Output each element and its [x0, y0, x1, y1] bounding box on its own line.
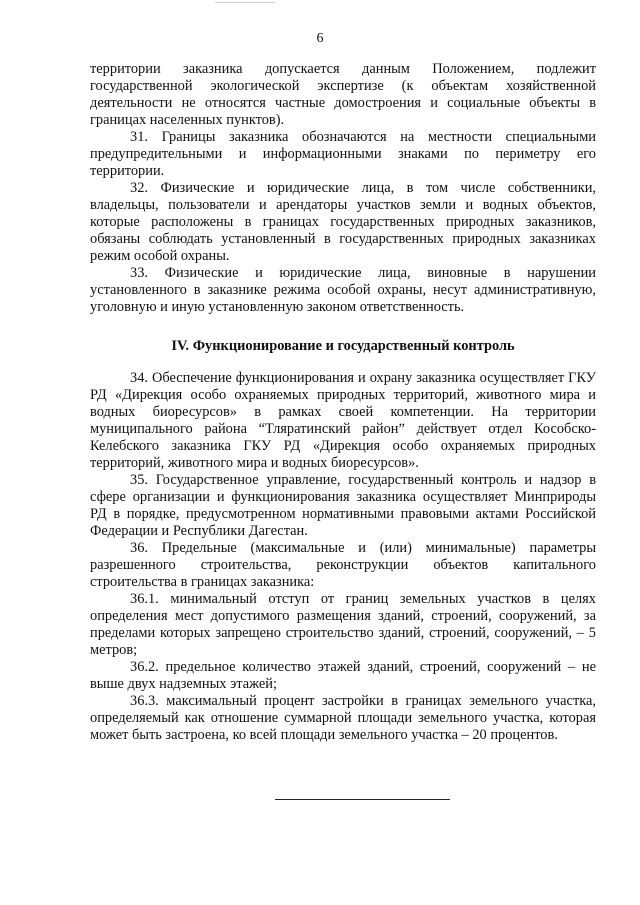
- paragraph: 36.2. предельное количество этажей зданий, строений, сооружений – не выше двух надземных этажей;: [90, 659, 596, 692]
- paragraph: территории заказника допускается данным Положением, подлежит государственной экологической экспертизе (к объектам хозяйственной деятельности не относятся частные домостроения и социальные объекты в границах населенных пунктов).: [90, 61, 596, 128]
- body-text-bottom: [90, 370, 596, 744]
- paragraph: 36. Предельные (максимальные и (или) минимальные) параметры разрешенного строительства, реконструкции объектов капитального строительства в границах заказника:: [90, 540, 596, 590]
- paragraph: 31. Границы заказника обозначаются на местности специальными предупредительными и информационными знаками по периметру его территории.: [90, 129, 596, 179]
- paragraph: 36.1. минимальный отступ от границ земельных участков в целях определения мест допустимого размещения зданий, строений, сооружений, за пределами которых запрещено строительство зданий, строений, сооружений, – 5 метров;: [90, 591, 596, 658]
- section-heading: IV. Функционирование и государственный контроль: [171, 338, 515, 354]
- paragraph: 34. Обеспечение функционирования и охрану заказника осуществляет ГКУ РД «Дирекция особо охраняемых природных территорий, животного мира и водных биоресурсов» в рамках своей компетенции. На территории муниципального района “Тляратинский район” действует отдел Кособско-Келебского заказника ГКУ РД «Дирекция особо охраняемых природных территорий, животного мира и водных биоресурсов».: [90, 370, 596, 471]
- end-divider-line: [275, 799, 450, 800]
- body-text-top: [90, 61, 596, 316]
- scan-artifact-line: [215, 2, 275, 3]
- paragraph: 35. Государственное управление, государственный контроль и надзор в сфере организации и функционирования заказника осуществляет Минприроды РД в порядке, предусмотренном нормативными правовыми актами Российской Федерации и Республики Дагестан.: [90, 472, 596, 539]
- paragraph: 32. Физические и юридические лица, в том числе собственники, владельцы, пользователи и арендаторы участков земли и водных объектов, которые расположены в границах государственных природных заказников, обязаны соблюдать установленный в государственных природных заказниках режим особой охраны.: [90, 180, 596, 264]
- page-number: 6: [316, 31, 324, 46]
- paragraph: 33. Физические и юридические лица, виновные в нарушении установленного в заказнике режима особой охраны, несут административную, уголовную и иную установленную законом ответственность.: [90, 265, 596, 315]
- paragraph: 36.3. максимальный процент застройки в границах земельного участка, определяемый как отношение суммарной площади земельного участка, которая может быть застроена, ко всей площади земельного участка – 20 процентов.: [90, 693, 596, 743]
